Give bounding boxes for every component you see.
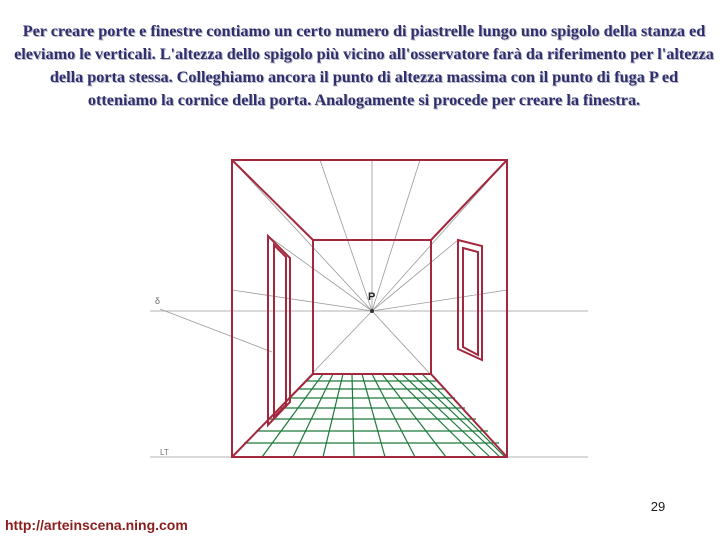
slide-caption: Per creare porte e finestre contiamo un certo numero di piastrelle lungo uno spigolo della stanza ed eleviamo le verticali. L'altezza dello spigolo più vicino all'osservatore farà da riferimento per l'altezza della porta stessa. Colleghiamo ancora il punto di altezza massima con il punto di fuga P ed otteniamo la cornice della porta. Analogamente si procede per creare la finestra. [14,22,714,109]
vanishing-point-label: P [368,291,376,303]
ground-line-label: LT [160,448,169,457]
page-number: 29 [650,499,666,514]
window [458,240,482,360]
door [268,236,290,425]
construction-lines [150,160,588,457]
vanishing-point-marker [370,309,374,313]
distance-point-label: δ [155,296,161,306]
site-link[interactable]: http://arteinscena.ning.com [5,517,188,533]
